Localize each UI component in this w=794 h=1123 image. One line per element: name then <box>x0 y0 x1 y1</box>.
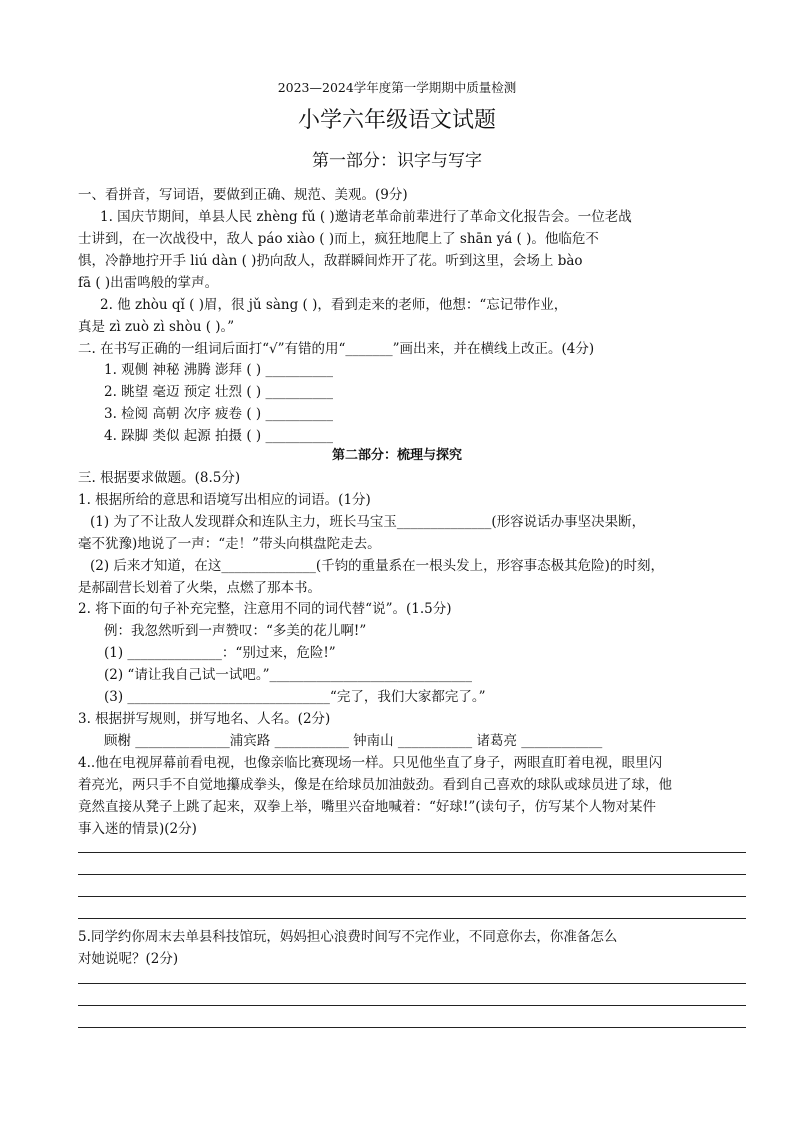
q3-sub1: 1. 根据所给的意思和语境写出相应的词语。(1分) <box>78 492 371 508</box>
answer-line[interactable] <box>78 918 746 919</box>
q3-sub2-example: 例：我忽然听到一声赞叹：“多美的花儿啊!” <box>104 623 367 639</box>
answer-line[interactable] <box>78 874 746 875</box>
q3-sub2-item: (2) “请让我自己试一试吧。”______________________________ <box>104 667 472 683</box>
q3-sub4: 竟然直接从凳子上跳了起来，双拳上举，嘴里兴奋地喊着：“好球!”(读句子，仿写某个人物对某件 <box>78 799 656 815</box>
q3-sub2-item: (3) ______________________________“完了，我们大家都完了。” <box>104 689 486 705</box>
q3-sub2-item: (1) ______________：“别过来，危险!” <box>104 645 336 661</box>
q3-sub1-a: (1) 为了不让敌人发现群众和连队主力，班长马宝玉______________(形容说话办事坚决果断， <box>90 514 646 530</box>
q3-sub1-a: 毫不犹豫)地说了一声：“走！”带头向棋盘陀走去。 <box>78 536 381 552</box>
q3-heading: 三. 根据要求做题。(8.5分) <box>78 470 241 486</box>
q2-row: 4. 跺脚 类似 起源 拍摄 ( ) __________ <box>104 428 333 444</box>
q1-line: 士讲到，在一次战役中，敌人 páo xiào ( )而上，疯狂地爬上了 shān yá ( )。他临危不 <box>78 231 599 247</box>
exam-subtitle: 2023—2024学年度第一学期期中质量检测 <box>277 80 517 95</box>
q3-sub1-b: 是郝副营长划着了火柴，点燃了那本书。 <box>78 580 321 596</box>
q1-heading: 一、看拼音，写词语，要做到正确、规范、美观。(9分) <box>78 187 408 203</box>
q3-sub1-b: (2) 后来才知道，在这______________(千钧的重量系在一根头发上，形容事态极其危险)的时刻， <box>90 558 664 574</box>
q3-sub3: 3. 根据拼写规则，拼写地名、人名。(2分) <box>78 711 331 727</box>
q1-line: 真是 zì zuò zì shòu ( )。” <box>78 319 235 335</box>
q2-row: 1. 观侧 神秘 沸腾 澎拜 ( ) __________ <box>104 362 333 378</box>
exam-title: 小学六年级语文试题 <box>297 108 496 133</box>
answer-line[interactable] <box>78 983 746 984</box>
q1-line: 2. 他 zhòu qǐ ( )眉，很 jǔ sàng ( )，看到走来的老师，他想：“忘记带作业， <box>100 297 568 313</box>
answer-line[interactable] <box>78 1027 746 1028</box>
q3-sub4: 事入迷的情景)(2分) <box>78 821 197 837</box>
part1-heading: 第一部分：识字与写字 <box>312 151 482 171</box>
answer-line[interactable] <box>78 896 746 897</box>
q1-line: fā ( )出雷鸣般的掌声。 <box>78 275 219 291</box>
q3-sub5: 5.同学约你周末去单县科技馆玩，妈妈担心浪费时间写不完作业，不同意你去，你准备怎么 <box>78 929 618 945</box>
q2-row: 3. 检阅 高朝 次序 疲卷 ( ) __________ <box>104 406 333 422</box>
q3-sub3-row: 顾榭 ______________浦宾路 ___________ 钟南山 ___________ 诸葛亮 ____________ <box>104 733 603 749</box>
q2-heading: 二. 在书写正确的一组词后面打“√”有错的用“_______”画出来，并在横线上改正。(4分) <box>78 341 595 357</box>
part2-heading: 第二部分：梳理与探究 <box>331 448 462 463</box>
q1-line: 1. 国庆节期间，单县人民 zhèng fǔ ( )邀请老革命前辈进行了革命文化报告会。一位老战 <box>100 209 632 225</box>
q1-line: 惧，冷静地拧开手 liú dàn ( )扔向敌人，敌群瞬间炸开了花。听到这里，会场上 bào <box>78 253 583 269</box>
q3-sub4: 4..他在电视屏幕前看电视，也像亲临比赛现场一样。只见他坐直了身子，两眼直盯着电视，眼里闪 <box>78 755 663 771</box>
q3-sub4: 着亮光，两只手不自觉地攥成拳头，像是在给球员加油鼓劲。看到自己喜欢的球队或球员进了球，他 <box>78 777 672 793</box>
answer-line[interactable] <box>78 852 746 853</box>
answer-line[interactable] <box>78 1005 746 1006</box>
q3-sub5: 对她说呢？(2分) <box>78 951 179 967</box>
q3-sub2: 2. 将下面的句子补充完整，注意用不同的词代替“说”。(1.5分) <box>78 601 452 617</box>
q2-row: 2. 眺望 毫迈 预定 壮烈 ( ) __________ <box>104 384 333 400</box>
